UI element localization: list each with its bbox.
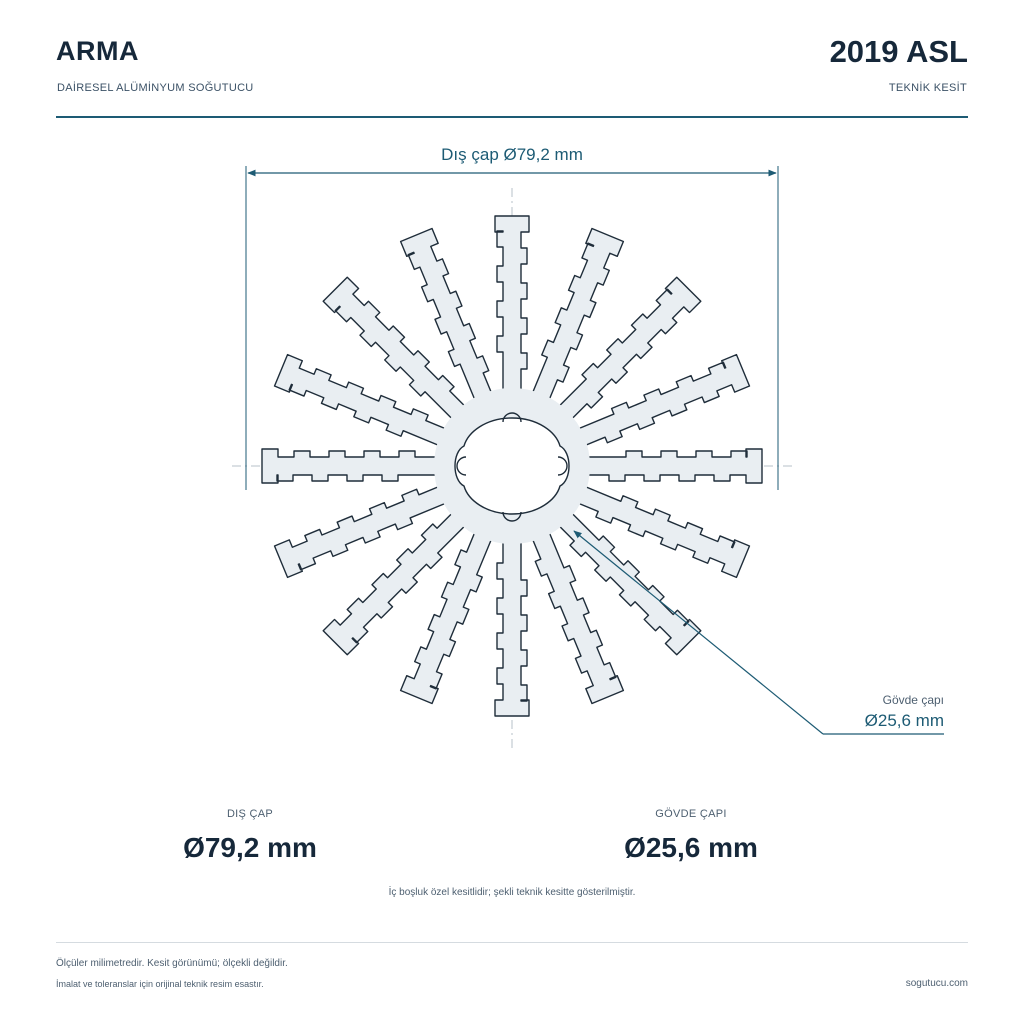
spec-body-value: Ø25,6 mm xyxy=(624,832,758,863)
footer-units-note: Ölçüler milimetredir. Kesit görünümü; ölçekli değildir. xyxy=(56,958,288,969)
product-code: 2019 ASL xyxy=(829,34,968,69)
spec-outer-value: Ø79,2 mm xyxy=(183,832,317,863)
spec-outer-diameter xyxy=(100,808,400,864)
body-callout-title: Gövde çapı xyxy=(882,693,944,707)
footer-website: sogutucu.com xyxy=(905,978,968,989)
heatsink-fin xyxy=(495,536,529,716)
spec-body-diameter xyxy=(541,808,841,864)
heatsink-fin xyxy=(495,216,529,396)
body-callout-value: Ø25,6 mm xyxy=(864,711,944,730)
inner-cavity xyxy=(455,418,569,514)
outer-dim-label: Dış çap Ø79,2 mm xyxy=(441,145,583,164)
product-subtitle: DAİRESEL ALÜMİNYUM SOĞUTUCU xyxy=(57,82,254,94)
brand-title: ARMA xyxy=(56,36,139,66)
body-callout-leader xyxy=(574,531,823,734)
heatsink-profile xyxy=(262,216,762,716)
footer-tolerance-note: İmalat ve toleranslar için orijinal teknik resim esastır. xyxy=(56,979,264,989)
spec-body-label: GÖVDE ÇAPI xyxy=(655,808,727,820)
cavity-note: İç boşluk özel kesitlidir; şekli teknik kesitte gösterilmiştir. xyxy=(388,887,636,898)
heatsink-fin xyxy=(262,449,442,483)
view-label: TEKNİK KESİT xyxy=(888,82,967,94)
footer-divider xyxy=(56,942,968,943)
heatsink-fin xyxy=(582,449,762,483)
spec-outer-label: DIŞ ÇAP xyxy=(226,808,274,820)
